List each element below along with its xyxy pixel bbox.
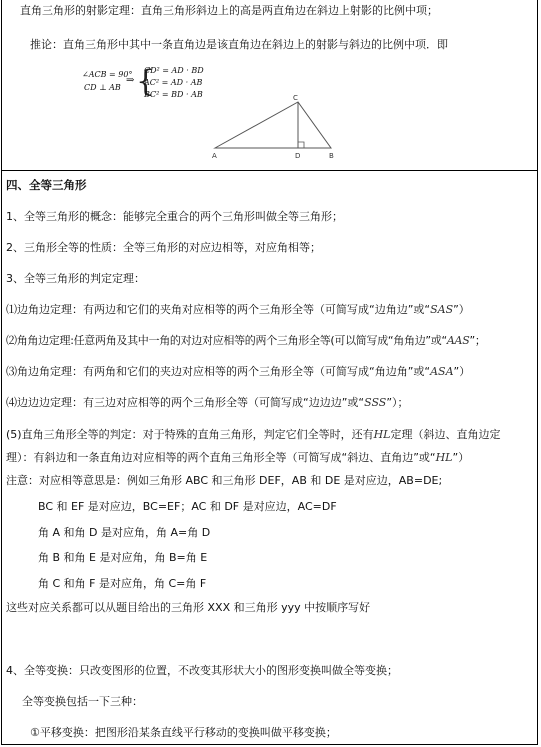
hl-theorem-line2: 理）：有斜边和一条直角边对应相等的两个直角三角形全等（可简写成“斜边、直角边”或“HL”） xyxy=(6,451,470,464)
section-divider xyxy=(1,170,537,171)
asa-theorem: ⑶角边角定理：有两角和它们的夹边对应相等的两个三角形全等（可简写成“角边角”或“ASA”） xyxy=(6,365,471,378)
concept-text: 1、全等三角形的概念：能够完全重合的两个三角形叫做全等三角形； xyxy=(6,210,343,223)
formula-cd: CD² = AD · BD xyxy=(144,66,204,75)
transform-types-text: 全等变换包括一下三种： xyxy=(22,695,143,708)
translation-transform-text: ①平移变换：把图形沿某条直线平行移动的变换叫做平移变换； xyxy=(30,726,337,739)
condition-perpendicular: CD ⊥ AB xyxy=(84,83,121,92)
label-a: A xyxy=(212,152,217,160)
note-line4: 角 B 和角 E 是对应角，角 B=角 E xyxy=(38,551,208,564)
note-line6: 这些对应关系都可以从题目给出的三角形 XXX 和三角形 yyy 中按顺序写好 xyxy=(6,601,371,614)
projection-formula xyxy=(82,66,212,102)
property-text: 2、三角形全等的性质：全等三角形的对应边相等，对应角相等； xyxy=(6,241,321,254)
right-triangle-figure xyxy=(200,92,350,164)
formula-ac: AC² = AD · AB xyxy=(144,78,203,87)
note-line5: 角 C 和角 F 是对应角，角 C=角 F xyxy=(38,577,207,590)
note-line3: 角 A 和角 D 是对应角，角 A=角 D xyxy=(38,526,211,539)
right-angle-mark xyxy=(298,142,304,148)
note-line1: 注意：对应相等意思是：例如三角形 ABC 和三角形 DEF，AB 和 DE 是对应边，AB=DE; xyxy=(6,474,443,487)
formula-bc: BC² = BD · AB xyxy=(144,90,203,99)
note-line2: BC 和 EF 是对应边，BC=EF；AC 和 DF 是对应边，AC=DF xyxy=(38,500,337,513)
sss-theorem: ⑷边边边定理：有三边对应相等的两个三角形全等（可简写成“边边边”或“SSS”）； xyxy=(6,396,409,409)
section-heading: 四、全等三角形 xyxy=(6,178,87,192)
projection-theorem-text: 直角三角形的射影定理：直角三角形斜边上的高是两直角边在斜边上射影的比例中项； xyxy=(20,4,438,17)
label-c: C xyxy=(293,94,298,102)
label-b: B xyxy=(329,152,334,160)
aas-theorem: ⑵角角边定理:任意两角及其中一角的对边对应相等的两个三角形全等(可以简写成“角角边”或“AAS”； xyxy=(6,334,486,347)
corollary-text: 推论：直角三角形中其中一条直角边是该直角边在斜边上的射影与斜边的比例中项．即 xyxy=(30,38,448,51)
implies-arrow: ⇒ xyxy=(126,75,135,86)
condition-angle: ∠ACB = 90° xyxy=(82,70,133,79)
triangle-abc xyxy=(215,102,331,148)
hl-theorem-line1: (5)直角三角形全等的判定：对于特殊的直角三角形，判定它们全等时，还有HL定理（斜边、直角边定 xyxy=(6,428,501,441)
label-d: D xyxy=(295,152,301,160)
criteria-heading: 3、全等三角形的判定定理： xyxy=(6,272,145,285)
congruent-transform-text: 4、全等变换：只改变图形的位置，不改变其形状大小的图形变换叫做全等变换； xyxy=(6,664,398,677)
brace-symbol: { xyxy=(136,64,156,99)
sas-theorem: ⑴边角边定理：有两边和它们的夹角对应相等的两个三角形全等（可简写成“边角边”或“SAS”） xyxy=(6,303,470,316)
